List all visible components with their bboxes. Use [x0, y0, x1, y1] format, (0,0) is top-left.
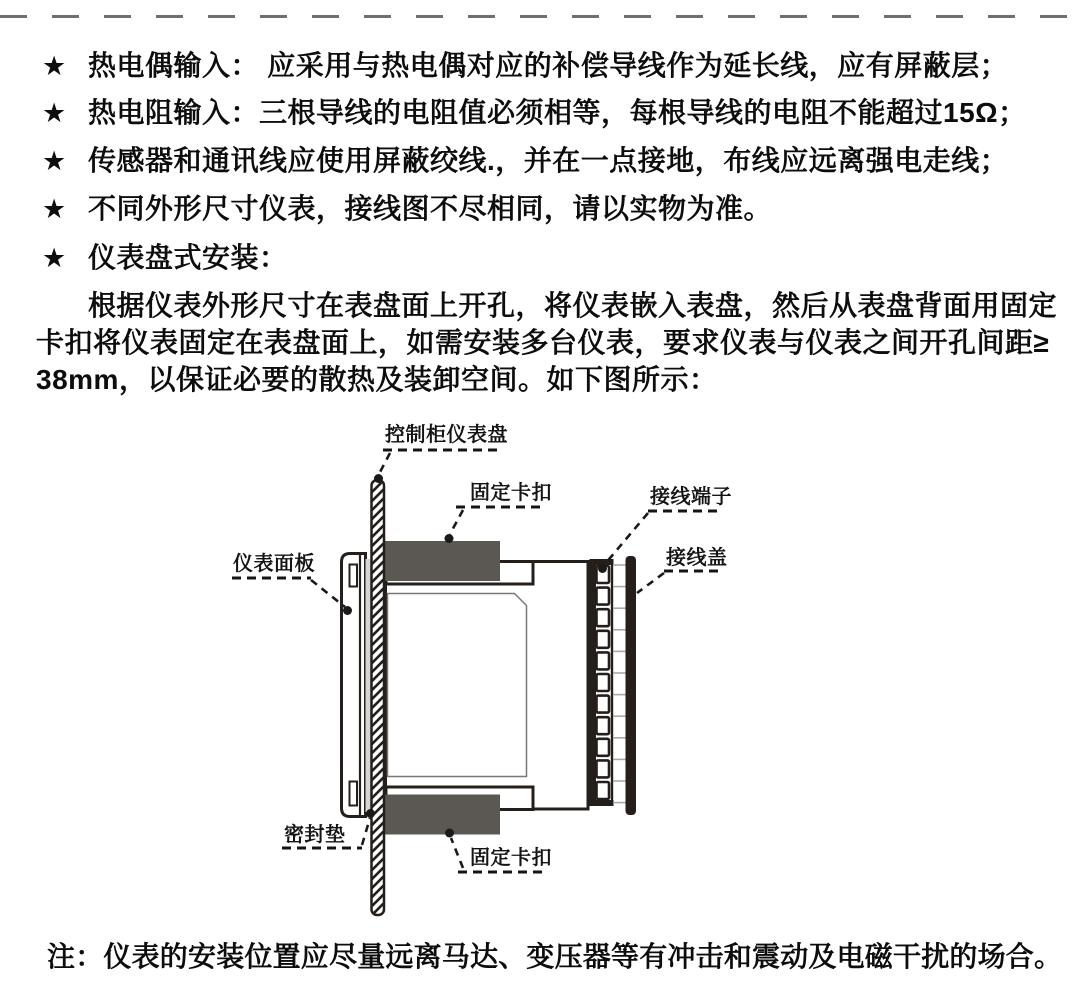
label-terminal-block: 接线端子 [650, 486, 732, 508]
star-icon: ★ [42, 98, 67, 128]
paragraph-line: 根据仪表外形尺寸在表盘面上开孔，将仪表嵌入表盘，然后从表盘背面用固定 [88, 290, 1058, 321]
leader-dot [374, 474, 383, 483]
paragraph-line: 卡扣将仪表固定在表盘面上，如需安装多台仪表，要求仪表与仪表之间开孔间距≥ [36, 327, 1050, 358]
bullet-text: 热电阻输入：三根导线的电阻值必须相等，每根导线的电阻不能超过15Ω； [88, 97, 1027, 128]
terminal-screw-lines [613, 565, 626, 803]
leader-dot [598, 564, 607, 573]
bullet-text: 热电偶输入： 应采用与热电偶对应的补偿导线作为延长线，应有屏蔽层； [88, 50, 1009, 81]
label-sealing-gasket: 密封垫 [284, 824, 346, 846]
label-fixing-clip-bottom: 固定卡扣 [470, 847, 552, 869]
note-text: 注：仪表的安装位置应尽量远离马达、变压器等有冲击和震动及电磁干扰的场合。 [47, 941, 1063, 972]
bullet-item [42, 241, 288, 275]
paragraph-line: 38mm，以保证必要的散热及装卸空间。如下图所示： [36, 364, 718, 395]
bezel-slot-top [350, 565, 358, 587]
bullet-item [42, 192, 772, 226]
star-icon: ★ [42, 243, 67, 273]
bullet-text: 不同外形尺寸仪表，接线图不尽相同，请以实物为准。 [88, 193, 773, 224]
bullet-text: 仪表盘式安装： [88, 242, 288, 273]
page-top-dashed-border [0, 15, 1080, 18]
bullet-item [42, 144, 1008, 178]
installation-diagram [0, 420, 1080, 925]
leader-dot [445, 829, 454, 838]
fixing-clip-top-shape [384, 541, 500, 581]
bullet-item [42, 49, 1008, 83]
leader-dot [343, 606, 352, 615]
terminal-strip-bottom-cap [590, 800, 614, 806]
star-icon: ★ [42, 146, 67, 176]
wiring-cover-bar [626, 556, 637, 815]
leader-dot [445, 534, 454, 543]
label-wiring-cover: 接线盖 [666, 547, 728, 569]
fixing-clip-bottom-shape [384, 795, 500, 835]
label-cabinet-panel: 控制柜仪表盘 [385, 424, 508, 446]
terminal-cells [597, 566, 610, 799]
label-fixing-clip-top: 固定卡扣 [470, 482, 552, 504]
bullet-text: 传感器和通讯线应使用屏蔽绞线.，并在一点接地，布线应远离强电走线； [88, 145, 1009, 176]
instrument-inner-block [388, 594, 527, 777]
label-front-panel: 仪表面板 [233, 553, 315, 575]
star-icon: ★ [42, 194, 67, 224]
instrument-front-bezel [342, 554, 366, 817]
cabinet-panel-hatched-bar [372, 480, 385, 915]
bezel-slot-bottom [350, 782, 358, 806]
leader-dot [366, 809, 375, 818]
terminal-strip-left-rail [590, 559, 597, 806]
star-icon: ★ [42, 51, 67, 81]
bullet-item [42, 96, 1027, 130]
